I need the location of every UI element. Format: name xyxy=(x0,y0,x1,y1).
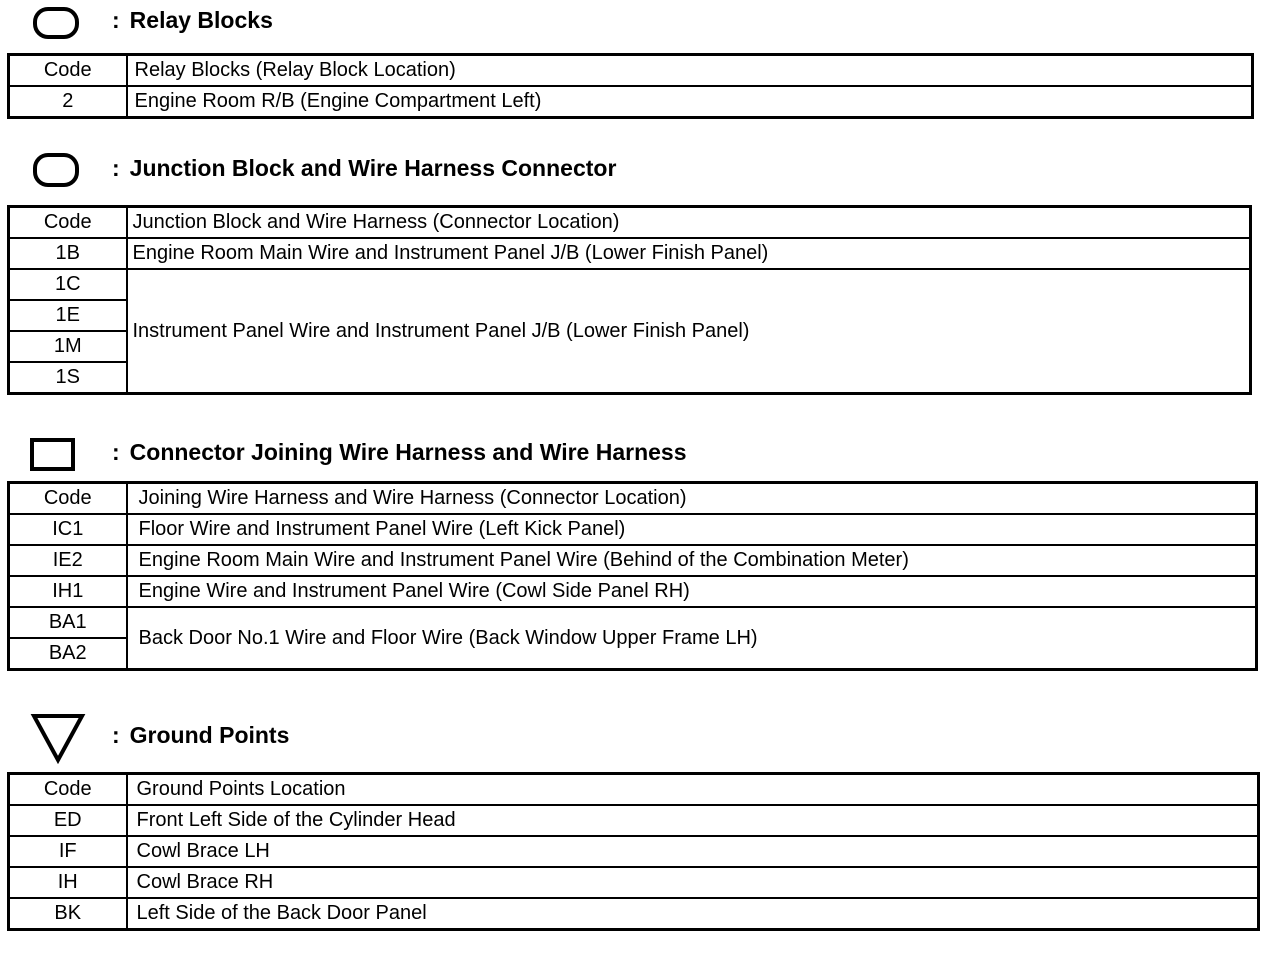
ground-point-triangle-icon xyxy=(30,712,86,764)
row-code: 1S xyxy=(9,362,127,394)
row-code: BA2 xyxy=(9,638,127,670)
row-code: ED xyxy=(9,805,127,836)
row-location: Cowl Brace RH xyxy=(127,867,1259,898)
row-code: 2 xyxy=(9,86,127,118)
relay-blocks-heading: : Relay Blocks xyxy=(112,7,273,33)
row-code: BK xyxy=(9,898,127,930)
table-row xyxy=(9,545,1257,576)
table-row xyxy=(9,514,1257,545)
table-row xyxy=(9,86,1253,118)
row-code: IH1 xyxy=(9,576,127,607)
row-code: 1B xyxy=(9,238,127,269)
table-row xyxy=(9,483,1257,515)
relay-blocks-table xyxy=(7,53,1254,119)
row-location: Engine Room Main Wire and Instrument Panel Wire (Behind of the Combination Meter) xyxy=(127,545,1257,576)
junction-block-table xyxy=(7,205,1252,395)
row-location: Engine Room R/B (Engine Compartment Left) xyxy=(127,86,1253,118)
row-code: IF xyxy=(9,836,127,867)
table-row xyxy=(9,898,1259,930)
row-location: Engine Room Main Wire and Instrument Panel J/B (Lower Finish Panel) xyxy=(127,238,1251,269)
table-row xyxy=(9,867,1259,898)
row-location: Front Left Side of the Cylinder Head xyxy=(127,805,1259,836)
ground-points-heading: : Ground Points xyxy=(112,722,290,748)
row-code: 1C xyxy=(9,269,127,300)
row-location: Engine Wire and Instrument Panel Wire (Cowl Side Panel RH) xyxy=(127,576,1257,607)
relay-block-symbol-icon xyxy=(33,6,79,40)
header-location: Joining Wire Harness and Wire Harness (Connector Location) xyxy=(127,483,1257,515)
header-location: Ground Points Location xyxy=(127,774,1259,806)
group-location: Instrument Panel Wire and Instrument Panel J/B (Lower Finish Panel) xyxy=(127,269,1251,394)
connector-heading: : Connector Joining Wire Harness and Wire Harness xyxy=(112,439,687,465)
header-code: Code xyxy=(9,207,127,239)
table-row xyxy=(9,805,1259,836)
junction-block-heading: : Junction Block and Wire Harness Connector xyxy=(112,155,617,181)
row-code: 1M xyxy=(9,331,127,362)
table-row xyxy=(9,576,1257,607)
table-row xyxy=(9,269,1251,300)
connector-title: Connector Joining Wire Harness and Wire Harness xyxy=(129,439,687,465)
table-row xyxy=(9,55,1253,87)
connector-table xyxy=(7,481,1258,671)
row-code: IC1 xyxy=(9,514,127,545)
header-code: Code xyxy=(9,55,127,87)
connector-symbol-icon xyxy=(29,437,77,473)
ground-points-table xyxy=(7,772,1260,931)
group-location: Back Door No.1 Wire and Floor Wire (Back Window Upper Frame LH) xyxy=(127,607,1257,670)
row-location: Floor Wire and Instrument Panel Wire (Left Kick Panel) xyxy=(127,514,1257,545)
junction-block-symbol-icon xyxy=(33,152,79,188)
row-code: BA1 xyxy=(9,607,127,638)
row-code: IH xyxy=(9,867,127,898)
row-code: 1E xyxy=(9,300,127,331)
row-location: Cowl Brace LH xyxy=(127,836,1259,867)
table-row xyxy=(9,238,1251,269)
ground-points-title: Ground Points xyxy=(129,722,290,748)
row-location: Left Side of the Back Door Panel xyxy=(127,898,1259,930)
table-row xyxy=(9,607,1257,638)
row-code: IE2 xyxy=(9,545,127,576)
header-code: Code xyxy=(9,774,127,806)
header-code: Code xyxy=(9,483,127,515)
header-location: Junction Block and Wire Harness (Connector Location) xyxy=(127,207,1251,239)
relay-blocks-title: Relay Blocks xyxy=(129,7,273,33)
table-row xyxy=(9,207,1251,239)
table-row xyxy=(9,774,1259,806)
table-row xyxy=(9,836,1259,867)
header-location: Relay Blocks (Relay Block Location) xyxy=(127,55,1253,87)
junction-block-title: Junction Block and Wire Harness Connector xyxy=(129,155,617,181)
